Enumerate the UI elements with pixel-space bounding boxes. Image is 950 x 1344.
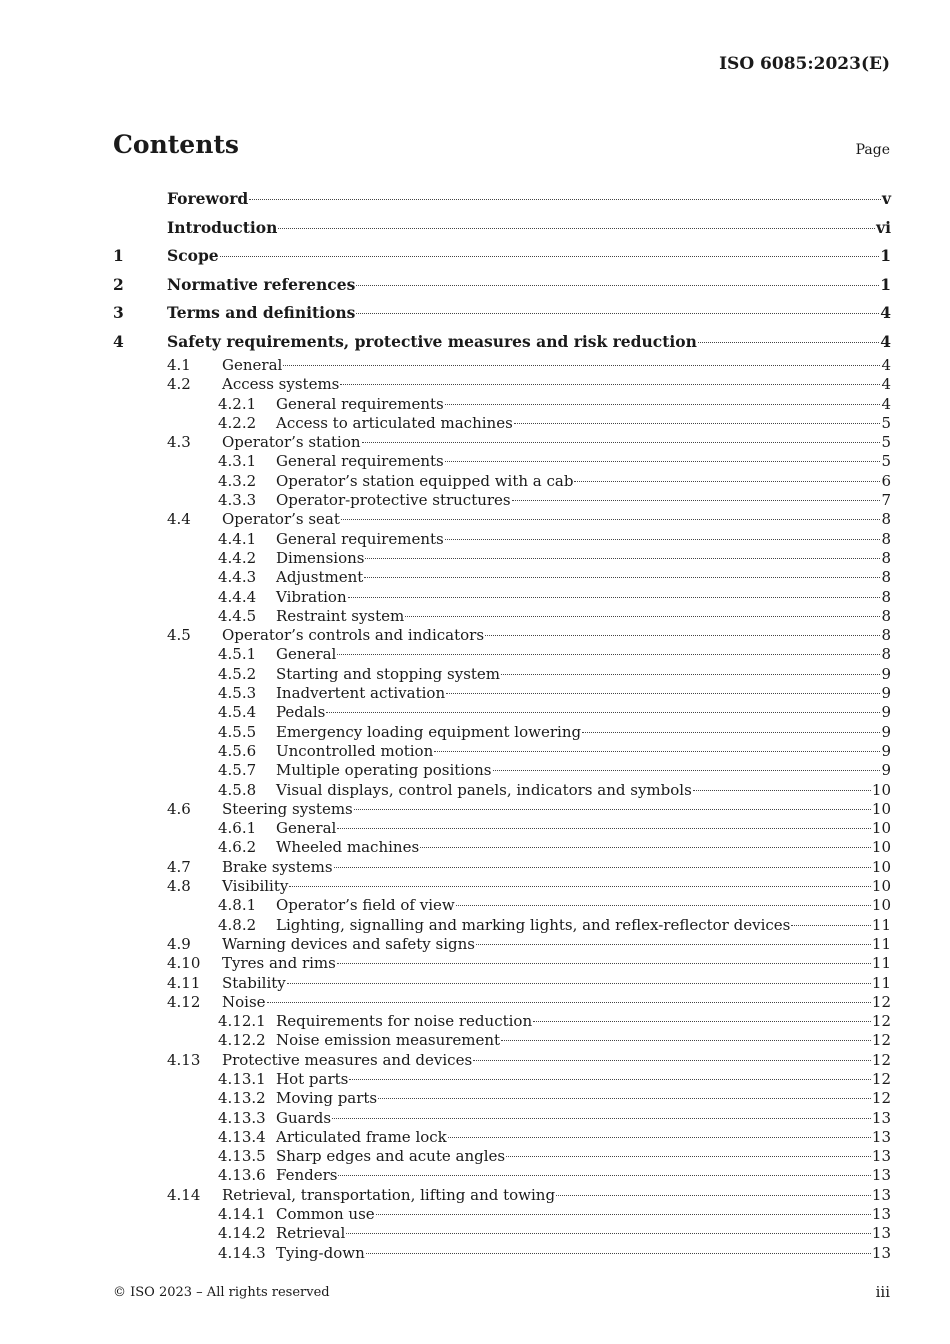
toc-entry-number: 4.2 [167,375,191,394]
toc-entry[interactable] [113,935,891,954]
toc-entry-title[interactable]: Noise emission measurement [276,1031,501,1050]
toc-entry-number: 4.14.3 [218,1243,266,1262]
dot-leader [348,597,881,598]
toc-entry-page[interactable]: 5 [881,433,891,452]
toc-entry[interactable] [113,1051,891,1070]
toc-entry-title[interactable]: Steering systems [222,799,353,818]
toc-entry[interactable] [113,185,891,214]
toc-entry-number: 4.4 [167,510,191,529]
dot-leader [337,654,880,655]
toc-entry-page[interactable]: 11 [871,954,891,973]
dot-leader [220,256,880,257]
toc-entry[interactable] [113,858,891,877]
toc-entry-title[interactable]: Vibration [276,587,347,606]
toc-entry-number: 4.4.4 [218,587,257,606]
toc-entry[interactable] [113,781,891,800]
toc-entry-title[interactable]: Emergency loading equipment lowering [276,722,582,741]
toc-entry-number: 4.4.1 [218,529,257,548]
toc-entry[interactable] [113,433,891,452]
toc-entry-page[interactable]: 4 [880,331,891,351]
toc-entry-title[interactable]: Normative references [167,274,356,294]
toc-entry-page[interactable]: v [881,189,891,208]
dot-leader [476,944,871,945]
toc-entry-page[interactable]: 8 [881,548,891,567]
toc-entry[interactable] [113,530,891,549]
toc-entry-page[interactable]: 11 [871,915,891,934]
toc-entry-number: 3 [113,303,124,322]
toc-entry-title[interactable]: Fenders [276,1166,338,1185]
toc-entry[interactable] [113,356,891,375]
toc-entry-number: 4.5.3 [218,684,257,703]
toc-entry-title[interactable]: General [222,356,283,374]
toc-entry[interactable] [113,1244,891,1263]
toc-entry-page[interactable]: 10 [871,838,891,857]
toc-entry-page[interactable]: 1 [880,246,891,265]
toc-entry[interactable] [113,723,891,742]
toc-entry-title[interactable]: Operator’s station [222,433,361,452]
toc-entry-page[interactable]: 13 [871,1243,891,1262]
toc-entry[interactable] [113,491,891,510]
toc-entry[interactable] [113,414,891,433]
toc-entry[interactable] [113,271,891,300]
toc-entry[interactable] [113,607,891,626]
toc-entry-title[interactable]: General requirements [276,394,444,413]
toc-entry-title[interactable]: Retrieval [276,1224,346,1243]
dot-leader [378,1098,871,1099]
toc-entry-title[interactable]: Access to articulated machines [276,413,513,432]
toc-entry-title[interactable]: Articulated frame lock [276,1127,447,1146]
toc-entry-page[interactable]: 12 [871,1069,891,1088]
dot-leader [366,1253,871,1254]
toc-entry[interactable] [113,568,891,587]
toc-entry[interactable] [113,838,891,857]
toc-entry-title[interactable]: Operator’s field of view [276,896,455,915]
toc-entry-title[interactable]: Common use [276,1205,375,1224]
dot-leader [326,712,880,713]
toc-entry[interactable] [113,299,891,328]
footer-copyright: © ISO 2023 – All rights reserved [113,1285,330,1300]
toc-entry[interactable] [113,1128,891,1147]
toc-entry-title[interactable]: Operator’s seat [222,510,340,529]
toc-entry-number: 4.13.6 [218,1166,266,1185]
dot-leader [698,342,879,343]
toc-entry-page[interactable]: 4 [880,303,891,322]
dot-leader [341,519,881,520]
toc-entry-page[interactable]: 10 [871,877,891,896]
toc-entry-page[interactable]: 13 [871,1224,891,1243]
toc-entry-title[interactable]: Restraint system [276,606,405,625]
toc-entry-number: 4.5.4 [218,703,257,722]
toc-entry-page[interactable]: 12 [871,1089,891,1108]
toc-entry-title[interactable]: Introduction [167,217,278,237]
toc-entry-page[interactable]: 13 [871,1108,891,1127]
dot-leader [693,790,871,791]
dot-leader [356,285,879,286]
toc-entry-number: 4.7 [167,857,191,876]
dot-leader [249,199,881,200]
toc-entry-number: 4.5.1 [218,645,257,664]
dot-leader [445,404,881,405]
toc-entry[interactable] [113,877,891,896]
toc-entry-title[interactable]: Adjustment [276,568,364,587]
toc-entry-page[interactable]: 1 [880,274,891,294]
toc-entry-page[interactable]: 10 [871,896,891,915]
toc-entry-number: 4.12 [167,992,201,1011]
toc-entry[interactable] [113,588,891,607]
toc-entry-number: 4.8.1 [218,896,257,915]
toc-entry[interactable] [113,896,891,915]
toc-entry-number: 4.6.1 [218,819,257,838]
toc-entry-number: 4.3.1 [218,452,257,471]
toc-entry[interactable] [113,375,891,394]
toc-entry-page[interactable]: 8 [881,587,891,606]
toc-entry-title[interactable]: Safety requirements, protective measures and risk reduction [167,331,697,351]
toc-entry-title[interactable]: Tyres and rims [222,954,336,973]
toc-entry-number: 4.5.5 [218,722,257,741]
toc-entry[interactable] [113,1109,891,1128]
dot-leader [493,770,881,771]
toc-entry-page[interactable]: 10 [871,799,891,818]
toc-entry-title[interactable]: Multiple operating positions [276,761,492,780]
toc-entry-number: 4.4.2 [218,548,257,567]
toc-entry-page[interactable]: 12 [871,1050,891,1069]
toc-entry-title[interactable]: Operator-protective structures [276,491,511,510]
toc-entry-title[interactable]: Sharp edges and acute angles [276,1147,506,1166]
dot-leader [574,481,880,482]
page-column-label: Page [855,142,890,158]
toc-entry-number: 4.13.5 [218,1147,266,1166]
toc-entry-page[interactable]: 4 [881,394,891,413]
toc-entry-number: 4.9 [167,934,191,953]
toc-entry-page[interactable]: 10 [871,780,891,799]
toc-entry-number: 4.5.2 [218,664,257,683]
toc-entry-number: 4.6.2 [218,838,257,857]
table-of-contents [113,185,891,1263]
toc-entry-title[interactable]: Guards [276,1108,332,1127]
toc-entry-page[interactable]: 9 [881,722,891,741]
toc-entry-number: 4.5.8 [218,780,257,799]
toc-entry-title[interactable]: Uncontrolled motion [276,741,434,760]
toc-entry-title[interactable]: Brake systems [222,857,333,876]
toc-entry-number: 4.6 [167,799,191,818]
toc-entry-title[interactable]: Visibility [222,877,289,896]
toc-entry[interactable] [113,242,891,271]
toc-entry-number: 4.5 [167,626,191,645]
toc-entry-number: 4.5.6 [218,741,257,760]
toc-entry[interactable] [113,645,891,664]
toc-entry-page[interactable]: 9 [881,761,891,780]
dot-leader [506,1156,871,1157]
toc-entry-title[interactable]: Lighting, signalling and marking lights, and reflex-reflector devices [276,915,791,934]
toc-entry-number: 4.8 [167,877,191,896]
toc-entry-page[interactable]: 9 [881,684,891,703]
toc-entry[interactable] [113,703,891,722]
toc-entry-page[interactable]: 8 [881,510,891,529]
dot-leader [338,1175,870,1176]
toc-entry-title[interactable]: Operator’s station equipped with a cab [276,471,574,490]
toc-entry-page[interactable]: 13 [871,1166,891,1185]
toc-entry-number: 4.1 [167,356,191,374]
toc-entry[interactable] [113,1166,891,1185]
toc-entry-number: 4.14.1 [218,1205,266,1224]
dot-leader [473,1060,871,1061]
toc-entry-number: 4.13.2 [218,1089,266,1108]
dot-leader [420,847,871,848]
toc-entry-page[interactable]: 4 [881,356,891,374]
toc-entry-number: 2 [113,274,124,294]
toc-entry-page[interactable]: 8 [881,645,891,664]
toc-entry[interactable] [113,800,891,819]
dot-leader [501,1040,871,1041]
dot-leader [283,365,880,366]
dot-leader [365,558,880,559]
toc-entry-number: 4 [113,331,124,351]
toc-entry[interactable] [113,665,891,684]
toc-entry[interactable] [113,916,891,935]
dot-leader [340,384,880,385]
toc-entry[interactable] [113,1205,891,1224]
toc-entry-page[interactable]: 8 [881,568,891,587]
toc-entry-page[interactable]: 12 [871,1012,891,1031]
toc-entry[interactable] [113,510,891,529]
toc-entry[interactable] [113,1089,891,1108]
toc-entry-page[interactable]: 8 [881,626,891,645]
toc-entry-number: 4.10 [167,954,201,973]
toc-entry-title[interactable]: Stability [222,973,286,992]
toc-entry-number: 4.13.3 [218,1108,266,1127]
toc-entry[interactable] [113,549,891,568]
dot-leader [556,1195,871,1196]
toc-entry-number: 4.12.1 [218,1012,266,1031]
dot-leader [448,1137,871,1138]
contents-title: Contents [113,130,240,159]
toc-entry[interactable] [113,214,891,243]
toc-entry-title[interactable]: General requirements [276,529,444,548]
footer-page-number: iii [875,1283,890,1301]
toc-entry-title[interactable]: General [276,819,337,838]
dot-leader [364,577,880,578]
dot-leader [334,867,871,868]
toc-entry-page[interactable]: 10 [871,819,891,838]
toc-entry[interactable] [113,819,891,838]
dot-leader [349,1079,871,1080]
toc-entry-title[interactable]: Requirements for noise reduction [276,1012,533,1031]
toc-entry[interactable] [113,626,891,645]
dot-leader [337,963,871,964]
toc-entry[interactable] [113,1147,891,1166]
toc-entry[interactable] [113,993,891,1012]
dot-leader [456,905,871,906]
toc-entry-title[interactable]: Wheeled machines [276,838,420,857]
toc-entry[interactable] [113,1070,891,1089]
dot-leader [445,461,881,462]
toc-entry-number: 4.13.4 [218,1127,266,1146]
toc-entry[interactable] [113,452,891,471]
toc-entry-title[interactable]: Foreword [167,189,249,208]
toc-entry-page[interactable]: 12 [871,992,891,1011]
toc-entry[interactable] [113,395,891,414]
dot-leader [287,983,871,984]
toc-entry-number: 4.13.1 [218,1069,266,1088]
toc-entry-number: 4.14.2 [218,1224,266,1243]
toc-entry[interactable] [113,1186,891,1205]
toc-entry-title[interactable]: Tying-down [276,1243,365,1262]
toc-entry[interactable] [113,761,891,780]
dot-leader [405,616,880,617]
toc-entry-number: 4.4.5 [218,606,257,625]
toc-entry-page[interactable]: 10 [871,857,891,876]
toc-entry-number: 4.12.2 [218,1031,266,1050]
toc-entry-page[interactable]: 4 [881,375,891,394]
toc-entry-number: 4.4.3 [218,568,257,587]
toc-entry-page[interactable]: 6 [881,471,891,490]
toc-entry-page[interactable]: 13 [871,1185,891,1204]
toc-entry-title[interactable]: Scope [167,246,219,265]
toc-entry-title[interactable]: Visual displays, control panels, indicators and symbols [276,780,692,799]
dot-leader [514,423,881,424]
toc-entry[interactable] [113,472,891,491]
toc-entry-number: 4.13 [167,1050,201,1069]
toc-entry-page[interactable]: 5 [881,452,891,471]
toc-entry-number: 1 [113,246,124,265]
toc-entry-page[interactable]: 8 [881,606,891,625]
dot-leader [434,751,880,752]
toc-entry-title[interactable]: Starting and stopping system [276,664,501,683]
toc-entry-number: 4.5.7 [218,761,257,780]
toc-entry-title[interactable]: Moving parts [276,1089,378,1108]
toc-entry-page[interactable]: 9 [881,741,891,760]
toc-entry-number: 4.2.2 [218,413,257,432]
toc-entry-page[interactable]: 13 [871,1147,891,1166]
dot-leader [533,1021,871,1022]
dot-leader [445,539,881,540]
dot-leader [267,1002,871,1003]
toc-entry[interactable] [113,1031,891,1050]
dot-leader [332,1118,871,1119]
dot-leader [362,442,881,443]
dot-leader [501,674,880,675]
dot-leader [512,500,881,501]
dot-leader [337,828,871,829]
toc-entry-title[interactable]: Retrieval, transportation, lifting and towing [222,1185,556,1204]
toc-entry-title[interactable]: General requirements [276,452,444,471]
dot-leader [791,925,871,926]
toc-entry-number: 4.2.1 [218,394,257,413]
toc-entry-page[interactable]: 9 [881,703,891,722]
toc-entry-page[interactable]: 7 [881,491,891,510]
toc-entry-title[interactable]: Dimensions [276,548,365,567]
toc-entry[interactable] [113,684,891,703]
toc-entry[interactable] [113,1224,891,1243]
dot-leader [446,693,880,694]
toc-entry-title[interactable]: Terms and definitions [167,303,356,322]
toc-entry-page[interactable]: 5 [881,413,891,432]
toc-entry-page[interactable]: 13 [871,1205,891,1224]
toc-entry-page[interactable]: 9 [881,664,891,683]
toc-entry-title[interactable]: Access systems [222,375,340,394]
toc-entry[interactable] [113,974,891,993]
toc-entry-title[interactable]: General [276,645,337,664]
toc-entry-title[interactable]: Warning devices and safety signs [222,934,475,953]
toc-entry-page[interactable]: vi [876,217,891,237]
dot-leader [346,1233,871,1234]
toc-entry[interactable] [113,742,891,761]
document-id: ISO 6085:2023(E) [719,54,890,74]
dot-leader [278,228,875,229]
toc-entry-title[interactable]: Inadvertent activation [276,684,446,703]
toc-entry-page[interactable]: 13 [871,1127,891,1146]
toc-entry[interactable] [113,954,891,973]
toc-entry-page[interactable]: 8 [881,529,891,548]
toc-entry-title[interactable]: Protective measures and devices [222,1050,473,1069]
dot-leader [376,1214,871,1215]
toc-entry-number: 4.3.3 [218,491,257,510]
toc-entry-page[interactable]: 11 [871,973,891,992]
toc-entry-number: 4.11 [167,973,201,992]
toc-entry-number: 4.14 [167,1185,201,1204]
dot-leader [354,809,871,810]
toc-entry[interactable] [113,1012,891,1031]
toc-entry-number: 4.3 [167,433,191,452]
dot-leader [582,732,880,733]
dot-leader [356,313,879,314]
toc-entry-number: 4.3.2 [218,471,257,490]
dot-leader [485,635,880,636]
toc-entry-page[interactable]: 11 [871,934,891,953]
toc-entry-title[interactable]: Pedals [276,703,326,722]
dot-leader [289,886,871,887]
toc-entry-page[interactable]: 12 [871,1031,891,1050]
toc-entry-number: 4.8.2 [218,915,257,934]
toc-entry-title[interactable]: Operator’s controls and indicators [222,626,485,645]
toc-entry-title[interactable]: Hot parts [276,1069,349,1088]
toc-entry[interactable] [113,328,891,357]
toc-entry-title[interactable]: Noise [222,992,266,1011]
